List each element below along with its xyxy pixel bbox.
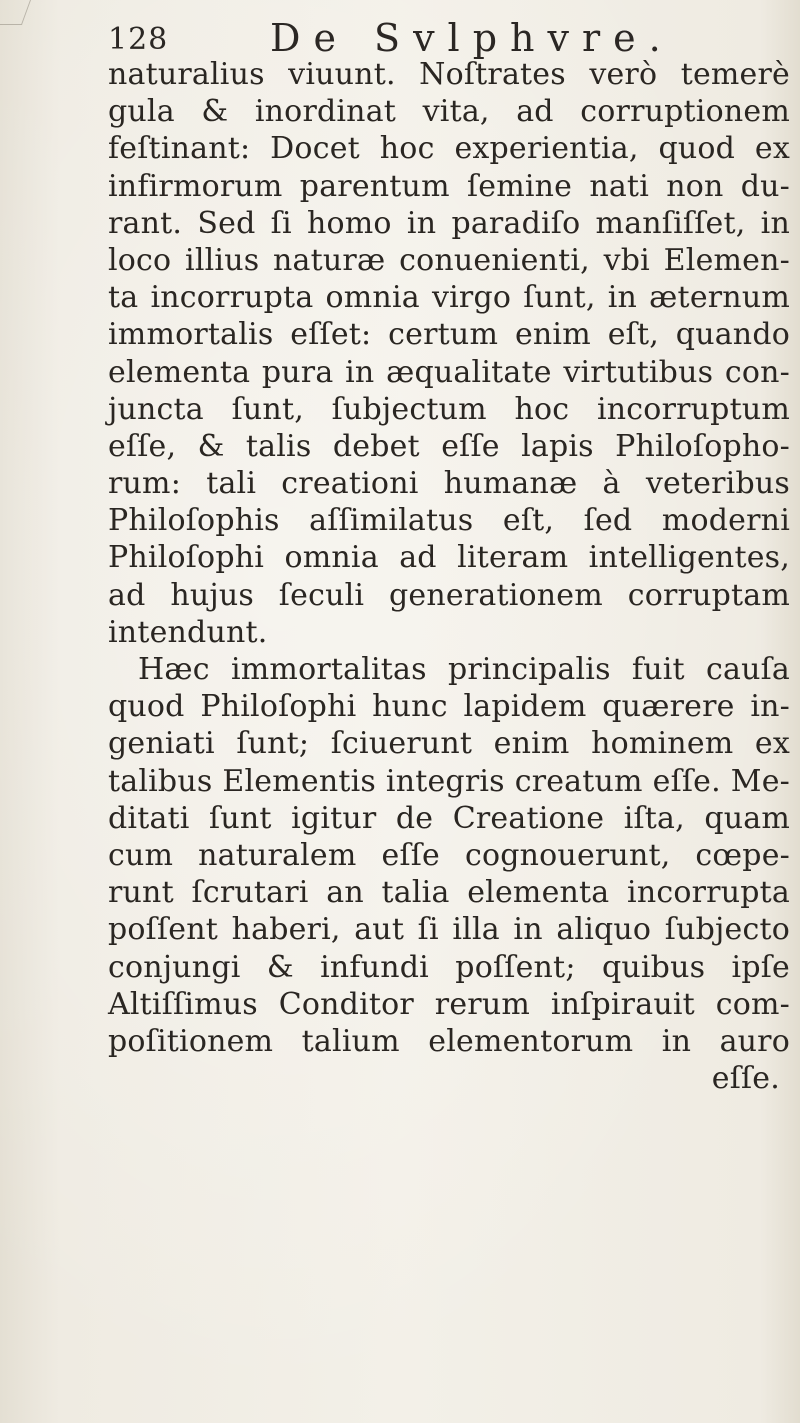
text-line: poſſent haberi, aut ſi illa in aliquo ſubjecto (108, 912, 790, 948)
text-line: Philoſophis aſſimilatus eſt, ſed moderni (108, 503, 790, 539)
page-number: 128 (108, 22, 169, 57)
text-line: loco illius naturæ conuenienti, vbi Elemen- (108, 242, 790, 278)
text-line: Hæc immortalitas principalis fuit cauſa (138, 652, 790, 687)
page-corner-fold (0, 0, 31, 25)
text-line: intendunt. (108, 614, 268, 650)
text-line: Philoſophi omnia ad literam intelligentes, (108, 540, 790, 576)
text-line: eſſe, & talis debet eſſe lapis Philoſopho- (108, 428, 790, 464)
catchword: eſſe. (711, 1061, 780, 1097)
text-line: ditati ſunt igitur de Creatione iſta, quam (108, 800, 790, 836)
text-line: rum: tali creationi humanæ à veteribus (108, 466, 790, 502)
text-line: elementa pura in æqualitate virtutibus con- (108, 354, 790, 390)
text-line: conjungi & infundi poſſent; quibus ipſe (108, 949, 790, 985)
page-header (98, 14, 800, 60)
text-line: quod Philoſophi hunc lapidem quærere in- (108, 689, 790, 725)
text-line: ta incorrupta omnia virgo ſunt, in æternum (108, 280, 790, 316)
text-line: geniati ſunt; ſciuerunt enim hominem ex (108, 726, 790, 762)
text-line: talibus Elementis integris creatum eſſe. Me- (108, 763, 790, 799)
text-line: rant. Sed ſi homo in paradiſo manſiſſet, in (108, 205, 790, 241)
text-line: ad hujus ſeculi generationem corruptam (108, 577, 790, 613)
body-text (108, 56, 790, 1097)
text-line: naturalius viuunt. Noſtrates verò temerè (108, 57, 790, 92)
text-line: feſtinant: Docet hoc experientia, quod ex (108, 131, 790, 167)
text-line: cum naturalem eſſe cognouerunt, cœpe- (108, 837, 790, 873)
text-line: infirmorum parentum ſemine nati non du- (108, 168, 790, 204)
text-line: runt ſcrutari an talia elementa incorrupta (108, 875, 790, 911)
text-line: poſitionem talium elementorum in auro (108, 1023, 790, 1059)
text-line: Altiſſimus Conditor rerum inſpirauit com- (108, 986, 790, 1022)
running-title: De Svlphvre. (270, 16, 674, 60)
text-line: juncta ſunt, ſubjectum hoc incorruptum (108, 391, 790, 427)
text-line: gula & inordinat vita, ad corruptionem (108, 94, 790, 130)
text-line: immortalis eſſet: certum enim eſt, quando (108, 317, 790, 353)
